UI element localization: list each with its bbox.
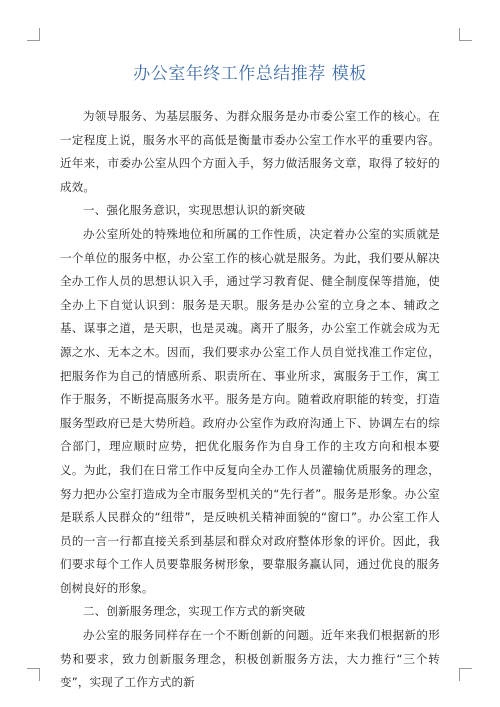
crop-mark-bottom-left	[27, 668, 40, 681]
document-body	[60, 105, 440, 695]
paragraph-section-1: 办公室所处的特殊地位和所属的工作性质，决定着办公室的实质就是一个单位的服务中枢，办公室工作的核心就是服务。为此，我们要从解决全办工作人员的思想认识入手，通过学习教育促、健全制度保等措施，使全办上下自觉认识到：服务是天职。服务是办公室的立身之本、辅政之基、谋事之道，是天职，也是灵魂。离开了服务，办公室工作就会成为无源之水、无本之木。因而，我们要求办公室工作人员自觉找准工作定位，把服务作为自己的情感所系、职责所在、事业所求，寓服务于工作，寓工作于服务，不断提高服务水平。服务是方向。随着政府职能的转变，打造服务型政府已是大势所趋。政府办公室作为政府沟通上下、协调左右的综合部门，理应顺时应势，把优化服务作为自身工作的主攻方向和根本要义。为此，我们在日常工作中反复向全办工作人员灌输优质服务的理念，努力把办公室打造成为全市服务型机关的“先行者”。服务是形象。办公室是联系人民群众的“纽带”，是反映机关精神面貌的“窗口”。办公室工作人员的一言一行都直接关系到基层和群众对政府整体形象的评价。因此，我们要求每个工作人员要靠服务树形象，要靠服务赢认同，通过优良的服务创树良好的形象。	[60, 226, 440, 595]
section-heading-1: 一、强化服务意识，实现思想认识的新突破	[83, 203, 306, 218]
document-title: 办公室年终工作总结推荐 模板	[133, 64, 367, 84]
crop-mark-top-right	[459, 28, 472, 41]
paragraph-section-2: 办公室的服务同样存在一个不断创新的问题。近年来我们根据新的形势和要求，致力创新服务理念，积极创新服务方法，大力推行“三个转变”，实现了工作方式的新	[60, 628, 440, 690]
section-heading-2: 二、创新服务理念，实现工作方式的新突破	[83, 604, 306, 619]
crop-mark-top-left	[27, 28, 40, 41]
crop-mark-bottom-right	[459, 668, 472, 681]
paragraph-intro: 为领导服务、为基层服务、为群众服务是办市委公室工作的核心。在一定程度上说，服务水平的高低是衡量市委办公室工作水平的重要内容。近年来，市委办公室从四个方面入手，努力做活服务文章，取得了较好的成效。	[60, 109, 440, 194]
